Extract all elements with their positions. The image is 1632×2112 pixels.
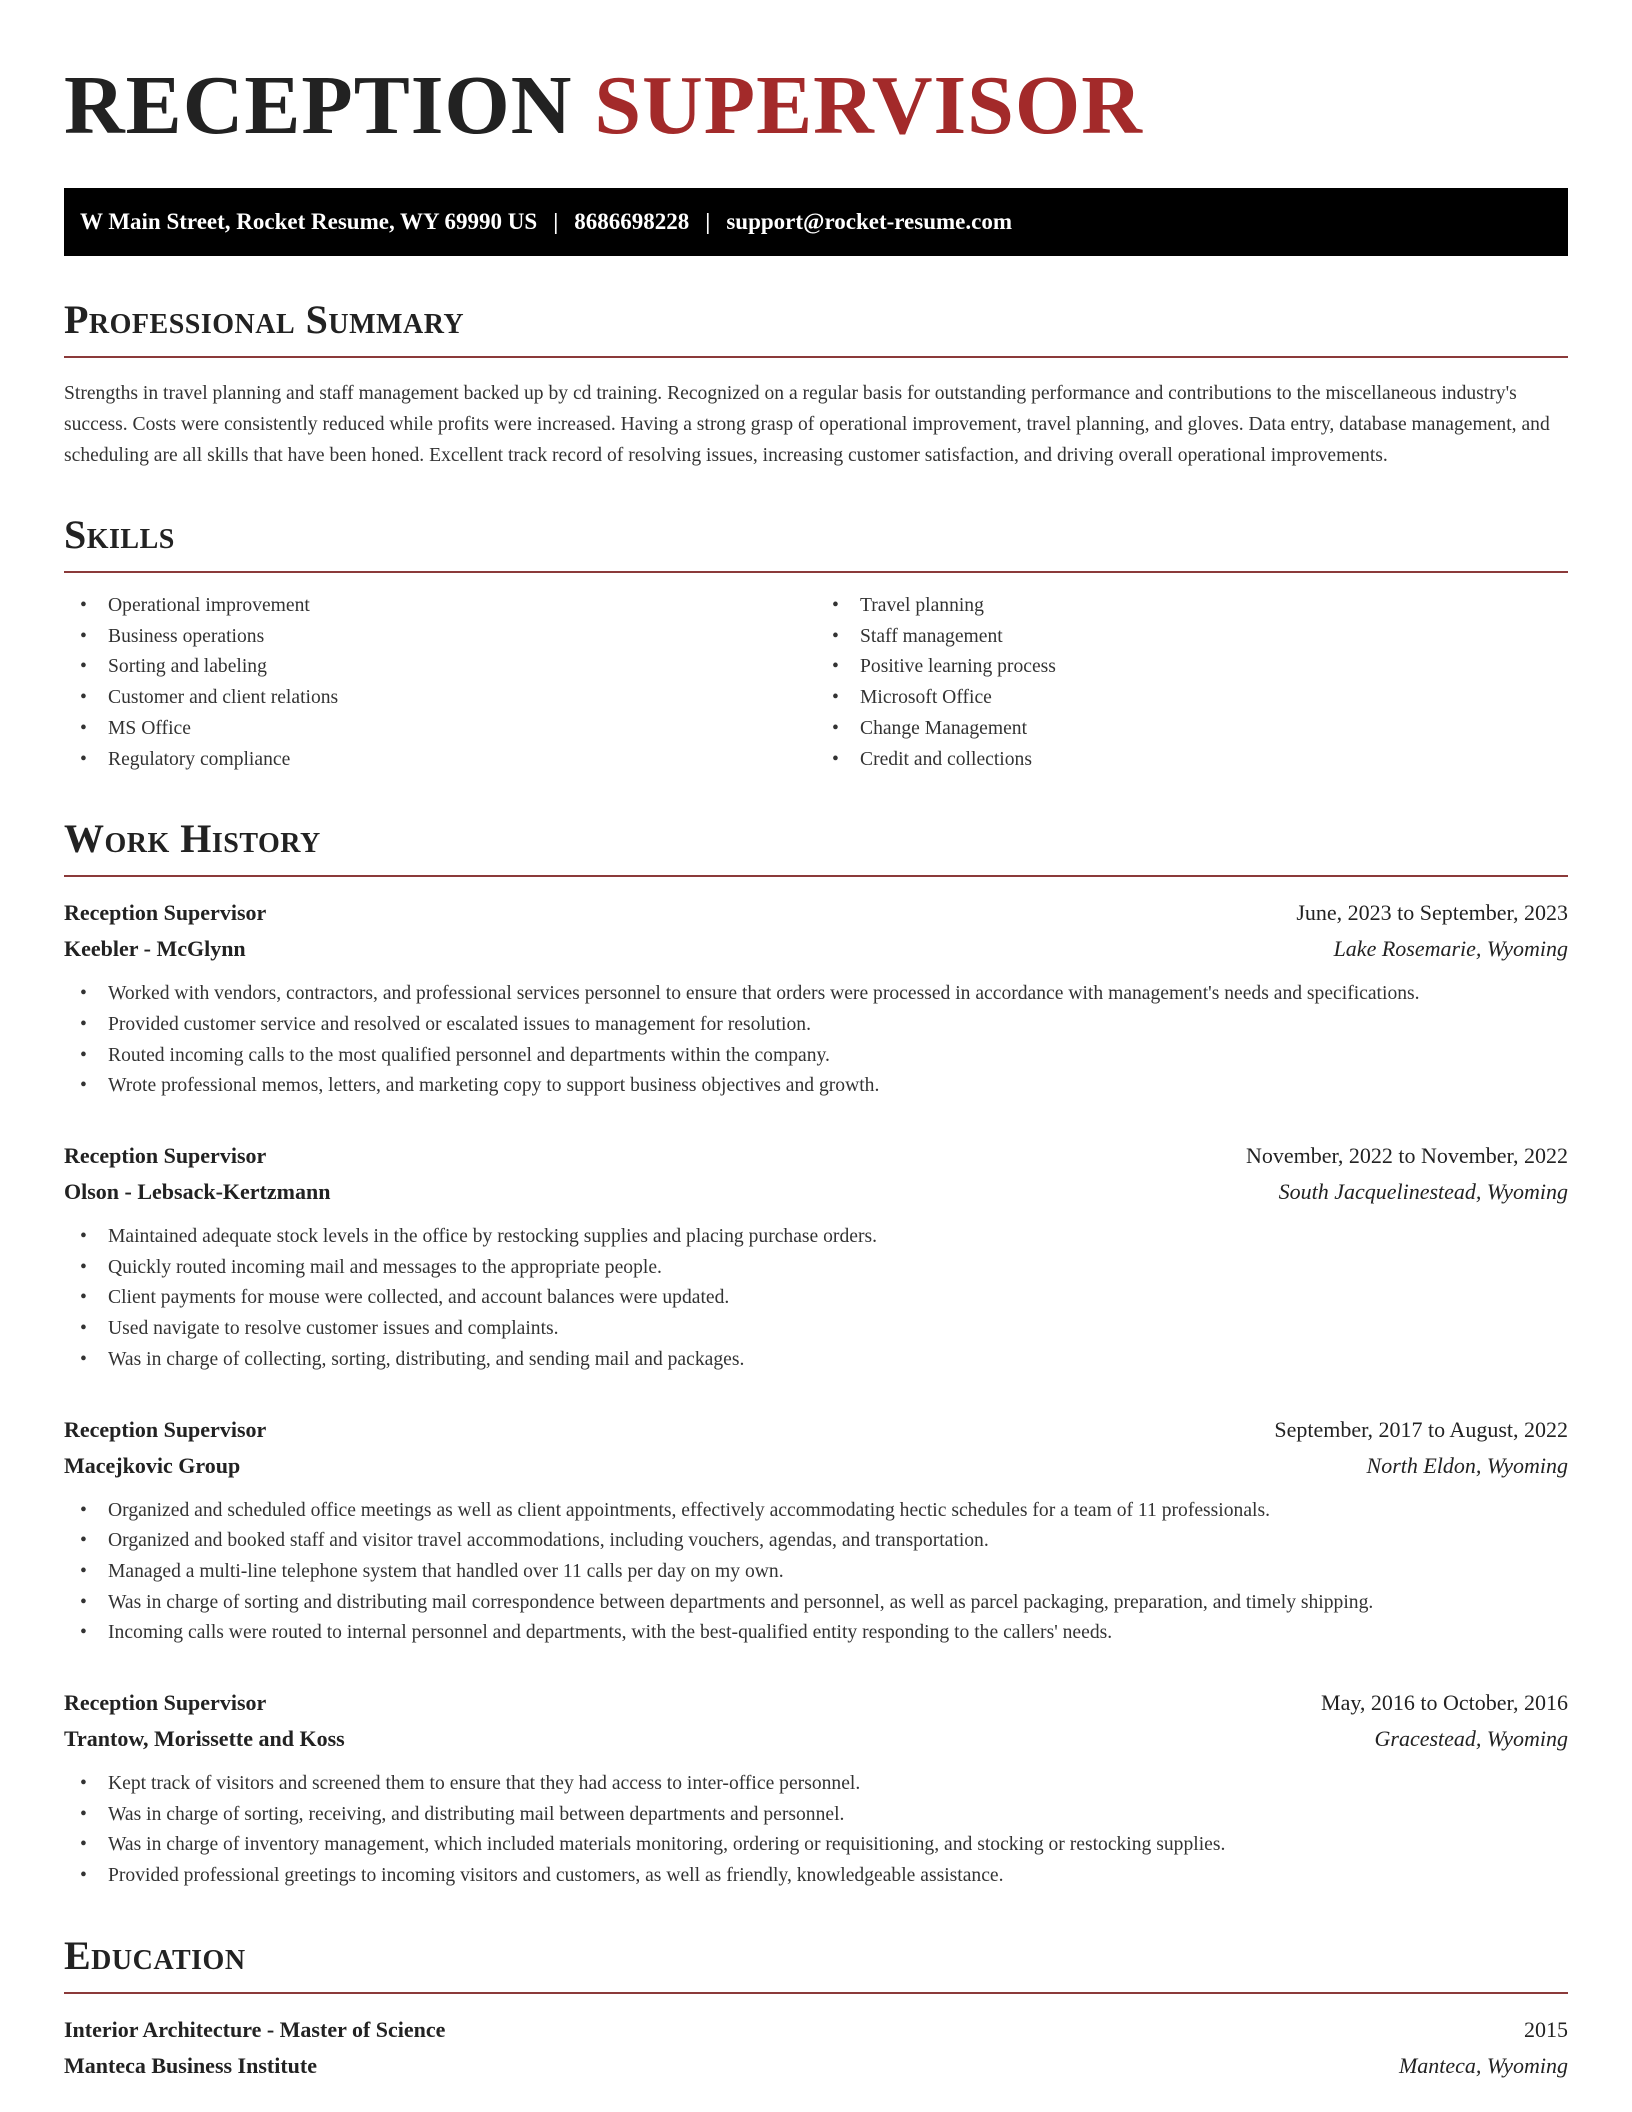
- job-title: Reception Supervisor: [64, 900, 267, 926]
- job-company: Trantow, Morissette and Koss: [64, 1726, 345, 1752]
- job-entry: [64, 1138, 1568, 1376]
- contact-email: support@rocket-resume.com: [726, 209, 1012, 234]
- job-bullet: • Used navigate to resolve customer issues and complaints.: [64, 1314, 1568, 1345]
- section-title-work: Work History: [64, 819, 1568, 877]
- job-title: Reception Supervisor: [64, 1690, 267, 1716]
- job-bullet: • Kept track of visitors and screened them to ensure that they had access to inter-office personnel.: [64, 1769, 1568, 1800]
- skill-item: • Credit and collections: [816, 745, 1568, 776]
- contact-separator: |: [553, 209, 559, 234]
- job-dates: June, 2023 to September, 2023: [1296, 900, 1568, 926]
- job-location: Lake Rosemarie, Wyoming: [1333, 936, 1568, 962]
- education-degree: Interior Architecture - Master of Science: [64, 2016, 446, 2042]
- job-bullet: • Organized and scheduled office meetings as well as client appointments, effectively accommodating hectic schedules for a team of 11 professionals.: [64, 1496, 1568, 1527]
- skill-item: • Operational improvement: [64, 591, 816, 622]
- skill-item: • MS Office: [64, 714, 816, 745]
- education-school: Manteca Business Institute: [64, 2052, 318, 2078]
- job-bullet: • Was in charge of inventory management, which included materials monitoring, ordering or requisitioning, and stocking or restocking supplies.: [64, 1830, 1568, 1861]
- education-location: Manteca, Wyoming: [1398, 2052, 1568, 2078]
- job-bullet: • Wrote professional memos, letters, and marketing copy to support business objectives and growth.: [64, 1071, 1568, 1102]
- skill-item: • Business operations: [64, 622, 816, 653]
- candidate-name: [64, 56, 1568, 152]
- job-bullets: [64, 979, 1568, 1102]
- skills-column-left: [64, 591, 816, 775]
- section-title-skills: Skills: [64, 515, 1568, 573]
- job-company: Olson - Lebsack-Kertzmann: [64, 1179, 331, 1205]
- job-bullet: • Maintained adequate stock levels in the office by restocking supplies and placing purchase orders.: [64, 1222, 1568, 1253]
- skills-list: [64, 591, 1568, 775]
- education-year: 2015: [1524, 2016, 1568, 2042]
- job-dates: November, 2022 to November, 2022: [1245, 1143, 1568, 1169]
- job-bullet: • Provided professional greetings to incoming visitors and customers, as well as friendly, knowledgeable assistance.: [64, 1861, 1568, 1892]
- job-bullet: • Client payments for mouse were collected, and account balances were updated.: [64, 1283, 1568, 1314]
- job-dates: September, 2017 to August, 2022: [1274, 1416, 1568, 1442]
- contact-phone: 8686698228: [574, 209, 690, 234]
- skill-item: • Sorting and labeling: [64, 652, 816, 683]
- skill-item: • Customer and client relations: [64, 683, 816, 714]
- job-bullets: [64, 1222, 1568, 1376]
- education-section: [64, 1932, 1568, 2084]
- job-entry: [64, 1412, 1568, 1650]
- section-title-education: Education: [64, 1936, 1568, 1994]
- summary-section: [64, 297, 1568, 471]
- job-bullet: • Worked with vendors, contractors, and professional services personnel to ensure that orders were processed in accordance with management's needs and specifications.: [64, 979, 1568, 1010]
- job-title: Reception Supervisor: [64, 1143, 267, 1169]
- skill-item: • Travel planning: [816, 591, 1568, 622]
- job-bullet: • Incoming calls were routed to internal personnel and departments, with the best-qualified entity responding to the callers' needs.: [64, 1618, 1568, 1649]
- job-title: Reception Supervisor: [64, 1416, 267, 1442]
- contact-bar: [64, 188, 1568, 256]
- work-history-section: [64, 816, 1568, 1892]
- job-entry: [64, 1685, 1568, 1892]
- job-company: Keebler - McGlynn: [64, 936, 246, 962]
- job-location: Gracestead, Wyoming: [1374, 1726, 1568, 1752]
- job-company: Macejkovic Group: [64, 1452, 241, 1478]
- section-title-summary: Professional Summary: [64, 300, 1568, 358]
- contact-address: W Main Street, Rocket Resume, WY 69990 US: [80, 209, 538, 234]
- skill-item: • Positive learning process: [816, 652, 1568, 683]
- job-bullet: • Was in charge of collecting, sorting, distributing, and sending mail and packages.: [64, 1345, 1568, 1376]
- job-bullet: • Provided customer service and resolved or escalated issues to management for resolution.: [64, 1010, 1568, 1041]
- job-bullet: • Routed incoming calls to the most qualified personnel and departments within the company.: [64, 1041, 1568, 1072]
- contact-separator: |: [705, 209, 711, 234]
- skills-section: [64, 512, 1568, 775]
- job-dates: May, 2016 to October, 2016: [1321, 1690, 1568, 1716]
- job-bullet: • Was in charge of sorting and distributing mail correspondence between departments and personnel, as well as parcel packaging, preparation, and timely shipping.: [64, 1588, 1568, 1619]
- name-first: RECEPTION: [64, 59, 573, 152]
- job-entry: [64, 895, 1568, 1102]
- name-last: SUPERVISOR: [594, 59, 1143, 152]
- skills-column-right: [816, 591, 1568, 775]
- job-bullets: [64, 1496, 1568, 1650]
- job-location: North Eldon, Wyoming: [1366, 1452, 1568, 1478]
- skill-item: • Regulatory compliance: [64, 745, 816, 776]
- summary-text: Strengths in travel planning and staff management backed up by cd training. Recognized on a regular basis for outstanding performance and contributions to the miscellaneous industry's success. Costs were consistently reduced while profits were increased. Having a strong grasp of operational improvement, travel planning, and gloves. Data entry, database management, and scheduling are all skills that have been honed. Excellent track record of resolving issues, increasing customer satisfaction, and driving overall operational improvements.: [64, 383, 1550, 466]
- skill-item: • Microsoft Office: [816, 683, 1568, 714]
- job-bullet: • Organized and booked staff and visitor travel accommodations, including vouchers, agendas, and transportation.: [64, 1526, 1568, 1557]
- job-bullet: • Quickly routed incoming mail and messages to the appropriate people.: [64, 1253, 1568, 1284]
- job-bullets: [64, 1769, 1568, 1892]
- job-bullet: • Was in charge of sorting, receiving, and distributing mail between departments and personnel.: [64, 1800, 1568, 1831]
- skill-item: • Change Management: [816, 714, 1568, 745]
- skill-item: • Staff management: [816, 622, 1568, 653]
- job-bullet: • Managed a multi-line telephone system that handled over 11 calls per day on my own.: [64, 1557, 1568, 1588]
- education-entry: [64, 2012, 1568, 2084]
- job-location: South Jacquelinestead, Wyoming: [1278, 1179, 1568, 1205]
